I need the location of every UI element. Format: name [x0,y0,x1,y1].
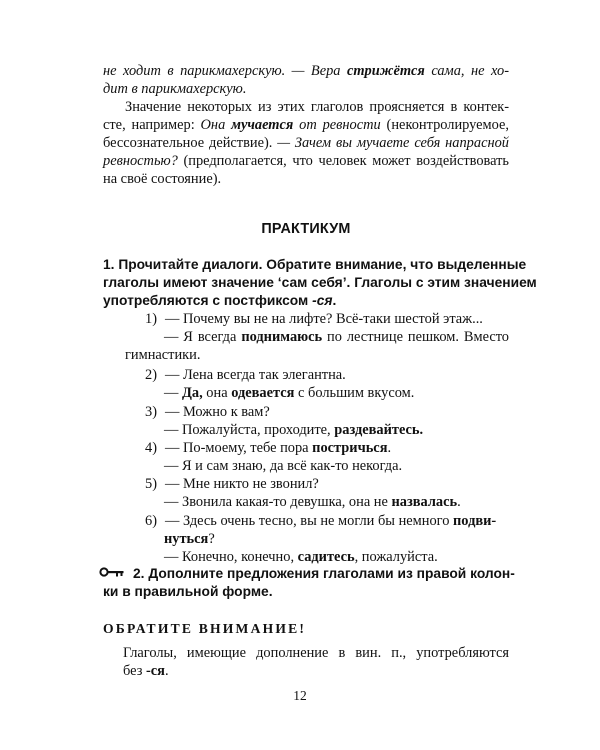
intro-line: Значение некоторых из этих глаголов проясняется в контек- [125,99,509,115]
dialogue-number: 4) [145,440,157,456]
practicum-heading: ПРАКТИКУМ [261,221,351,237]
attention-title: ОБРАТИТЕ ВНИМАНИЕ! [103,621,307,636]
dialogue-line: нуться? [164,531,215,547]
dialogue-line: 2) — Лена всегда так элегантна. [125,366,346,384]
exercise-2-instruction: ки в правильной форме. [103,584,273,599]
dialogue-number: 1) [145,311,157,327]
dialogue-line: — Конечно, конечно, садитесь, пожалуйста. [164,549,438,565]
dialogue-number: 5) [145,476,157,492]
key-icon [99,566,125,578]
exercise-1-instruction: 1. Прочитайте диалоги. Обратите внимание, что выделенные [103,257,527,272]
intro-line: на своё состояние). [103,171,222,187]
intro-line: бессознательное действие). — Зачем вы мучаете себя напрасной [103,135,509,151]
dialogue-number: 6) [145,513,157,529]
dialogue-line: 6) — Здесь очень тесно, вы не могли бы немного подви- [125,512,509,530]
dialogue-line: 1) — Почему вы не на лифте? Всё-таки шестой этаж... [125,310,483,328]
dialogue-line: — Да, она одевается с большим вкусом. [164,385,415,401]
page-number: 12 [293,688,307,703]
intro-line: дит в парикмахерскую. [103,81,247,97]
exercise-1-instruction: глаголы имеют значение ‘сам себя’. Глаголы с этим значением [103,275,537,290]
dialogue-line: 4) — По-моему, тебе пора постричься. [125,439,391,457]
intro-line: ревностью? (предполагается, что человек может воздействовать [103,153,509,169]
dialogue-line: — Я и сам знаю, да всё как-то некогда. [164,458,403,474]
intro-line: сте, например: Она мучается от ревности (неконтролируемое, [103,117,510,133]
dialogue-line: 5) — Мне никто не звонил? [125,475,319,493]
attention-text: Глаголы, имеющие дополнение в вин. п., употребляются [123,645,509,661]
dialogue-line: — Я всегда поднимаюсь по лестнице пешком. Вместо [164,329,509,345]
exercise-1-instruction: употребляются с постфиксом -ся. [103,293,337,308]
attention-text: без -ся. [123,663,169,679]
dialogue-number: 2) [145,367,157,383]
intro-line: не ходит в парикмахерскую. — Вера стрижётся сама, не хо- [103,63,509,79]
exercise-2-instruction: 2. Дополните предложения глаголами из правой колон- [133,566,515,581]
dialogue-number: 3) [145,404,157,420]
dialogue-line: гимнастики. [125,347,201,363]
dialogue-line: — Звонила какая-то девушка, она не назвалась. [164,494,461,510]
dialogue-line: 3) — Можно к вам? [125,403,270,421]
dialogue-line: — Пожалуйста, проходите, раздевайтесь. [164,422,424,438]
